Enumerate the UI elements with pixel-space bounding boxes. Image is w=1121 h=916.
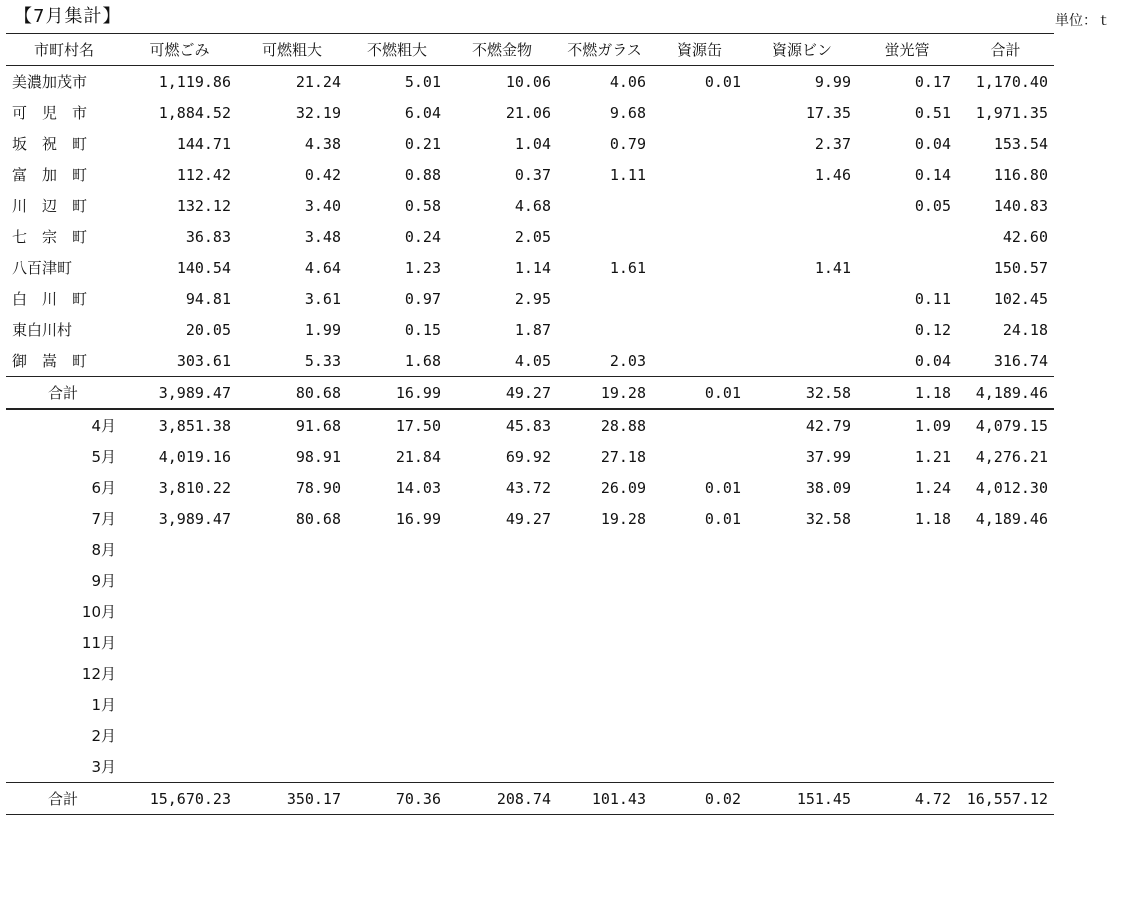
cell: 21.06: [505, 103, 551, 122]
header-municipality: 市町村名: [6, 34, 122, 66]
cell: 4.72: [857, 783, 957, 815]
municipal-total-label: 合計: [6, 377, 122, 410]
cell: 0.17: [914, 72, 951, 91]
cell: [747, 627, 857, 658]
cell: [122, 596, 237, 627]
cell: 112.42: [176, 165, 231, 184]
cell: 4.38: [304, 134, 341, 153]
cell: [957, 751, 1054, 783]
month-row-label: 7月: [91, 510, 116, 528]
cell: [857, 565, 957, 596]
month-row-label: 9月: [91, 572, 116, 590]
cell: 0.21: [404, 134, 441, 153]
cell: [122, 689, 237, 720]
cell: 4,276.21: [975, 447, 1048, 466]
month-row: [6, 689, 1054, 720]
cell: [652, 627, 747, 658]
cell: [857, 221, 957, 252]
cell: [957, 596, 1054, 627]
cell: 14.03: [395, 478, 441, 497]
month-row: [6, 534, 1054, 565]
cell: 0.79: [609, 134, 646, 153]
month-row-label: 12月: [81, 665, 116, 683]
cell: 0.58: [404, 196, 441, 215]
cell: 19.28: [557, 377, 652, 410]
cell: [447, 720, 557, 751]
cell: 3,989.47: [158, 509, 231, 528]
cell: [237, 720, 347, 751]
cell: 0.51: [914, 103, 951, 122]
cell: 32.19: [295, 103, 341, 122]
cell: 0.24: [404, 227, 441, 246]
cell: [447, 689, 557, 720]
month-row: [6, 503, 1054, 534]
municipality-row-label: 富 加 町: [12, 166, 88, 184]
cell: 3.40: [304, 196, 341, 215]
cell: [557, 534, 652, 565]
cell: 153.54: [993, 134, 1048, 153]
cell: 37.99: [805, 447, 851, 466]
cell: 0.14: [914, 165, 951, 184]
cell: [652, 221, 747, 252]
cell: [122, 565, 237, 596]
cell: 151.45: [747, 783, 857, 815]
month-row: [6, 565, 1054, 596]
month-row: [6, 472, 1054, 503]
header-noncombustible-glass: 不燃ガラス: [557, 34, 652, 66]
month-row-label: 4月: [91, 417, 116, 435]
municipal-total-row: [6, 377, 1054, 410]
cell: 91.68: [295, 416, 341, 435]
cell: 0.12: [914, 320, 951, 339]
municipality-row: [6, 252, 1054, 283]
cell: [957, 658, 1054, 689]
cell: [447, 627, 557, 658]
municipality-row-label: 坂 祝 町: [12, 135, 88, 153]
unit-label: 単位：ｔ: [1055, 13, 1111, 29]
cell: [122, 627, 237, 658]
cell: 4,019.16: [158, 447, 231, 466]
cell: 98.91: [295, 447, 341, 466]
cell: 0.05: [914, 196, 951, 215]
cell: [857, 689, 957, 720]
cell: 3,851.38: [158, 416, 231, 435]
cell: 17.35: [805, 103, 851, 122]
header-recycle-cans: 資源缶: [652, 34, 747, 66]
month-row: [6, 658, 1054, 689]
cell: 9.99: [814, 72, 851, 91]
cell: 3.48: [304, 227, 341, 246]
month-row-label: 3月: [91, 758, 116, 776]
cell: [237, 658, 347, 689]
cell: [447, 565, 557, 596]
cell: [857, 596, 957, 627]
cell: [652, 441, 747, 472]
cell: 1.18: [857, 377, 957, 410]
cell: 1,884.52: [158, 103, 231, 122]
annual-total-label: 合計: [6, 783, 122, 815]
municipality-row: [6, 314, 1054, 345]
cell: [747, 221, 857, 252]
header-combustible: 可燃ごみ: [122, 34, 237, 66]
report-title: 【7月集計】: [14, 6, 122, 27]
cell: 1.68: [404, 351, 441, 370]
cell: 3,810.22: [158, 478, 231, 497]
municipality-row: [6, 283, 1054, 314]
cell: [652, 283, 747, 314]
cell: 3.61: [304, 289, 341, 308]
cell: 1.87: [514, 320, 551, 339]
cell: 1,971.35: [975, 103, 1048, 122]
cell: 70.36: [347, 783, 447, 815]
cell: 4.68: [514, 196, 551, 215]
cell: [747, 565, 857, 596]
header-noncombustible-bulky: 不燃粗大: [347, 34, 447, 66]
cell: [122, 720, 237, 751]
cell: [447, 751, 557, 783]
cell: 2.95: [514, 289, 551, 308]
cell: [652, 314, 747, 345]
cell: 140.54: [176, 258, 231, 277]
cell: 32.58: [805, 509, 851, 528]
cell: 144.71: [176, 134, 231, 153]
cell: [652, 252, 747, 283]
month-row-label: 10月: [81, 603, 116, 621]
month-row-label: 1月: [91, 696, 116, 714]
municipality-row: [6, 345, 1054, 377]
cell: 6.04: [404, 103, 441, 122]
header-combustible-bulky: 可燃粗大: [237, 34, 347, 66]
cell: 1.14: [514, 258, 551, 277]
cell: 45.83: [505, 416, 551, 435]
cell: 208.74: [447, 783, 557, 815]
cell: [237, 689, 347, 720]
cell: 42.60: [1002, 227, 1048, 246]
cell: [747, 345, 857, 377]
cell: [857, 720, 957, 751]
cell: [652, 128, 747, 159]
cell: 49.27: [505, 509, 551, 528]
cell: [557, 565, 652, 596]
cell: 2.37: [814, 134, 851, 153]
cell: 36.83: [185, 227, 231, 246]
cell: 101.43: [557, 783, 652, 815]
month-row-label: 6月: [91, 479, 116, 497]
cell: [557, 627, 652, 658]
cell: 0.15: [404, 320, 441, 339]
cell: [652, 409, 747, 441]
cell: 0.02: [652, 783, 747, 815]
cell: 94.81: [185, 289, 231, 308]
cell: 102.45: [993, 289, 1048, 308]
cell: 0.01: [704, 509, 741, 528]
cell: 1.99: [304, 320, 341, 339]
cell: 4.06: [609, 72, 646, 91]
cell: 21.24: [295, 72, 341, 91]
cell: 43.72: [505, 478, 551, 497]
cell: 10.06: [505, 72, 551, 91]
cell: 1.23: [404, 258, 441, 277]
header-total: 合計: [957, 34, 1054, 66]
cell: [557, 596, 652, 627]
municipality-row-label: 東白川村: [12, 321, 73, 339]
cell: [747, 689, 857, 720]
cell: [957, 689, 1054, 720]
cell: [857, 751, 957, 783]
municipality-row-label: 白 川 町: [12, 290, 88, 308]
cell: 0.97: [404, 289, 441, 308]
municipality-row: [6, 159, 1054, 190]
month-row: [6, 627, 1054, 658]
header-row: [6, 34, 1054, 66]
cell: [122, 751, 237, 783]
municipality-row: [6, 190, 1054, 221]
cell: [652, 565, 747, 596]
cell: [347, 596, 447, 627]
cell: [652, 190, 747, 221]
municipality-row-label: 八百津町: [12, 259, 73, 277]
cell: 303.61: [176, 351, 231, 370]
cell: 1.21: [914, 447, 951, 466]
cell: [747, 658, 857, 689]
municipality-row: [6, 128, 1054, 159]
cell: 16.99: [347, 377, 447, 410]
cell: 17.50: [395, 416, 441, 435]
cell: 24.18: [1002, 320, 1048, 339]
cell: 2.05: [514, 227, 551, 246]
header-recycle-bottles: 資源ビン: [747, 34, 857, 66]
cell: 3,989.47: [122, 377, 237, 410]
cell: 0.42: [304, 165, 341, 184]
month-row-label: 8月: [91, 541, 116, 559]
cell: 16,557.12: [957, 783, 1054, 815]
cell: 80.68: [295, 509, 341, 528]
cell: 1.11: [609, 165, 646, 184]
cell: [857, 252, 957, 283]
cell: [652, 751, 747, 783]
municipality-row: [6, 66, 1054, 98]
cell: [747, 190, 857, 221]
month-row: [6, 720, 1054, 751]
cell: 5.33: [304, 351, 341, 370]
cell: [747, 751, 857, 783]
cell: 26.09: [600, 478, 646, 497]
cell: 20.05: [185, 320, 231, 339]
cell: 2.03: [609, 351, 646, 370]
waste-summary-table: [6, 33, 1054, 815]
cell: 350.17: [237, 783, 347, 815]
cell: 0.01: [704, 478, 741, 497]
cell: [957, 565, 1054, 596]
cell: 1.46: [814, 165, 851, 184]
cell: [557, 658, 652, 689]
cell: 1,119.86: [158, 72, 231, 91]
cell: [747, 720, 857, 751]
cell: [347, 627, 447, 658]
municipality-row-label: 御 嵩 町: [12, 352, 88, 370]
cell: [652, 534, 747, 565]
cell: 0.11: [914, 289, 951, 308]
municipality-row-label: 美濃加茂市: [12, 73, 88, 91]
cell: [237, 596, 347, 627]
cell: [557, 314, 652, 345]
cell: 1.24: [914, 478, 951, 497]
cell: [557, 283, 652, 314]
cell: 38.09: [805, 478, 851, 497]
cell: [957, 534, 1054, 565]
cell: 0.37: [514, 165, 551, 184]
cell: 116.80: [993, 165, 1048, 184]
cell: [957, 627, 1054, 658]
municipality-row-label: 可 児 市: [12, 104, 88, 122]
cell: 80.68: [237, 377, 347, 410]
cell: [237, 627, 347, 658]
municipality-row-label: 七 宗 町: [12, 228, 88, 246]
cell: [447, 534, 557, 565]
municipality-row: [6, 221, 1054, 252]
cell: 4,079.15: [975, 416, 1048, 435]
cell: [857, 627, 957, 658]
cell: 4.05: [514, 351, 551, 370]
cell: [122, 658, 237, 689]
cell: 1.04: [514, 134, 551, 153]
cell: [747, 314, 857, 345]
cell: 5.01: [404, 72, 441, 91]
cell: [857, 658, 957, 689]
cell: [237, 751, 347, 783]
cell: 1.41: [814, 258, 851, 277]
cell: 0.88: [404, 165, 441, 184]
cell: [957, 720, 1054, 751]
cell: [857, 534, 957, 565]
cell: 27.18: [600, 447, 646, 466]
cell: [347, 658, 447, 689]
cell: [557, 221, 652, 252]
header-fluorescent: 蛍光管: [857, 34, 957, 66]
cell: [237, 534, 347, 565]
cell: 4.64: [304, 258, 341, 277]
cell: 42.79: [805, 416, 851, 435]
cell: 150.57: [993, 258, 1048, 277]
cell: [347, 751, 447, 783]
cell: 9.68: [609, 103, 646, 122]
cell: 4,189.46: [957, 377, 1054, 410]
cell: [652, 720, 747, 751]
cell: [347, 534, 447, 565]
cell: [237, 565, 347, 596]
cell: [347, 720, 447, 751]
cell: 132.12: [176, 196, 231, 215]
cell: 21.84: [395, 447, 441, 466]
cell: 4,012.30: [975, 478, 1048, 497]
annual-total-row: [6, 783, 1054, 815]
cell: [652, 689, 747, 720]
cell: 0.04: [914, 351, 951, 370]
cell: 49.27: [447, 377, 557, 410]
cell: 4,189.46: [975, 509, 1048, 528]
cell: [557, 751, 652, 783]
cell: 16.99: [395, 509, 441, 528]
month-row-label: 5月: [91, 448, 116, 466]
cell: [652, 97, 747, 128]
header-noncombustible-metal: 不燃金物: [447, 34, 557, 66]
cell: [557, 720, 652, 751]
cell: 69.92: [505, 447, 551, 466]
month-row: [6, 751, 1054, 783]
cell: 1.18: [914, 509, 951, 528]
cell: [747, 596, 857, 627]
cell: [447, 596, 557, 627]
cell: 1.09: [914, 416, 951, 435]
cell: 28.88: [600, 416, 646, 435]
month-row: [6, 441, 1054, 472]
cell: 32.58: [747, 377, 857, 410]
cell: [652, 658, 747, 689]
cell: [347, 689, 447, 720]
cell: [652, 596, 747, 627]
cell: [747, 534, 857, 565]
cell: 316.74: [993, 351, 1048, 370]
month-row-label: 11月: [81, 634, 116, 652]
cell: [557, 190, 652, 221]
cell: [122, 534, 237, 565]
municipality-row-label: 川 辺 町: [12, 197, 88, 215]
cell: 0.04: [914, 134, 951, 153]
municipality-row: [6, 97, 1054, 128]
cell: [347, 565, 447, 596]
month-row: [6, 409, 1054, 441]
cell: 78.90: [295, 478, 341, 497]
cell: 1.61: [609, 258, 646, 277]
cell: 1,170.40: [975, 72, 1048, 91]
cell: [447, 658, 557, 689]
month-row-label: 2月: [91, 727, 116, 745]
cell: 0.01: [652, 377, 747, 410]
cell: [747, 283, 857, 314]
cell: 15,670.23: [122, 783, 237, 815]
cell: [557, 689, 652, 720]
cell: 140.83: [993, 196, 1048, 215]
cell: [652, 345, 747, 377]
cell: 19.28: [600, 509, 646, 528]
cell: 0.01: [704, 72, 741, 91]
month-row: [6, 596, 1054, 627]
cell: [652, 159, 747, 190]
